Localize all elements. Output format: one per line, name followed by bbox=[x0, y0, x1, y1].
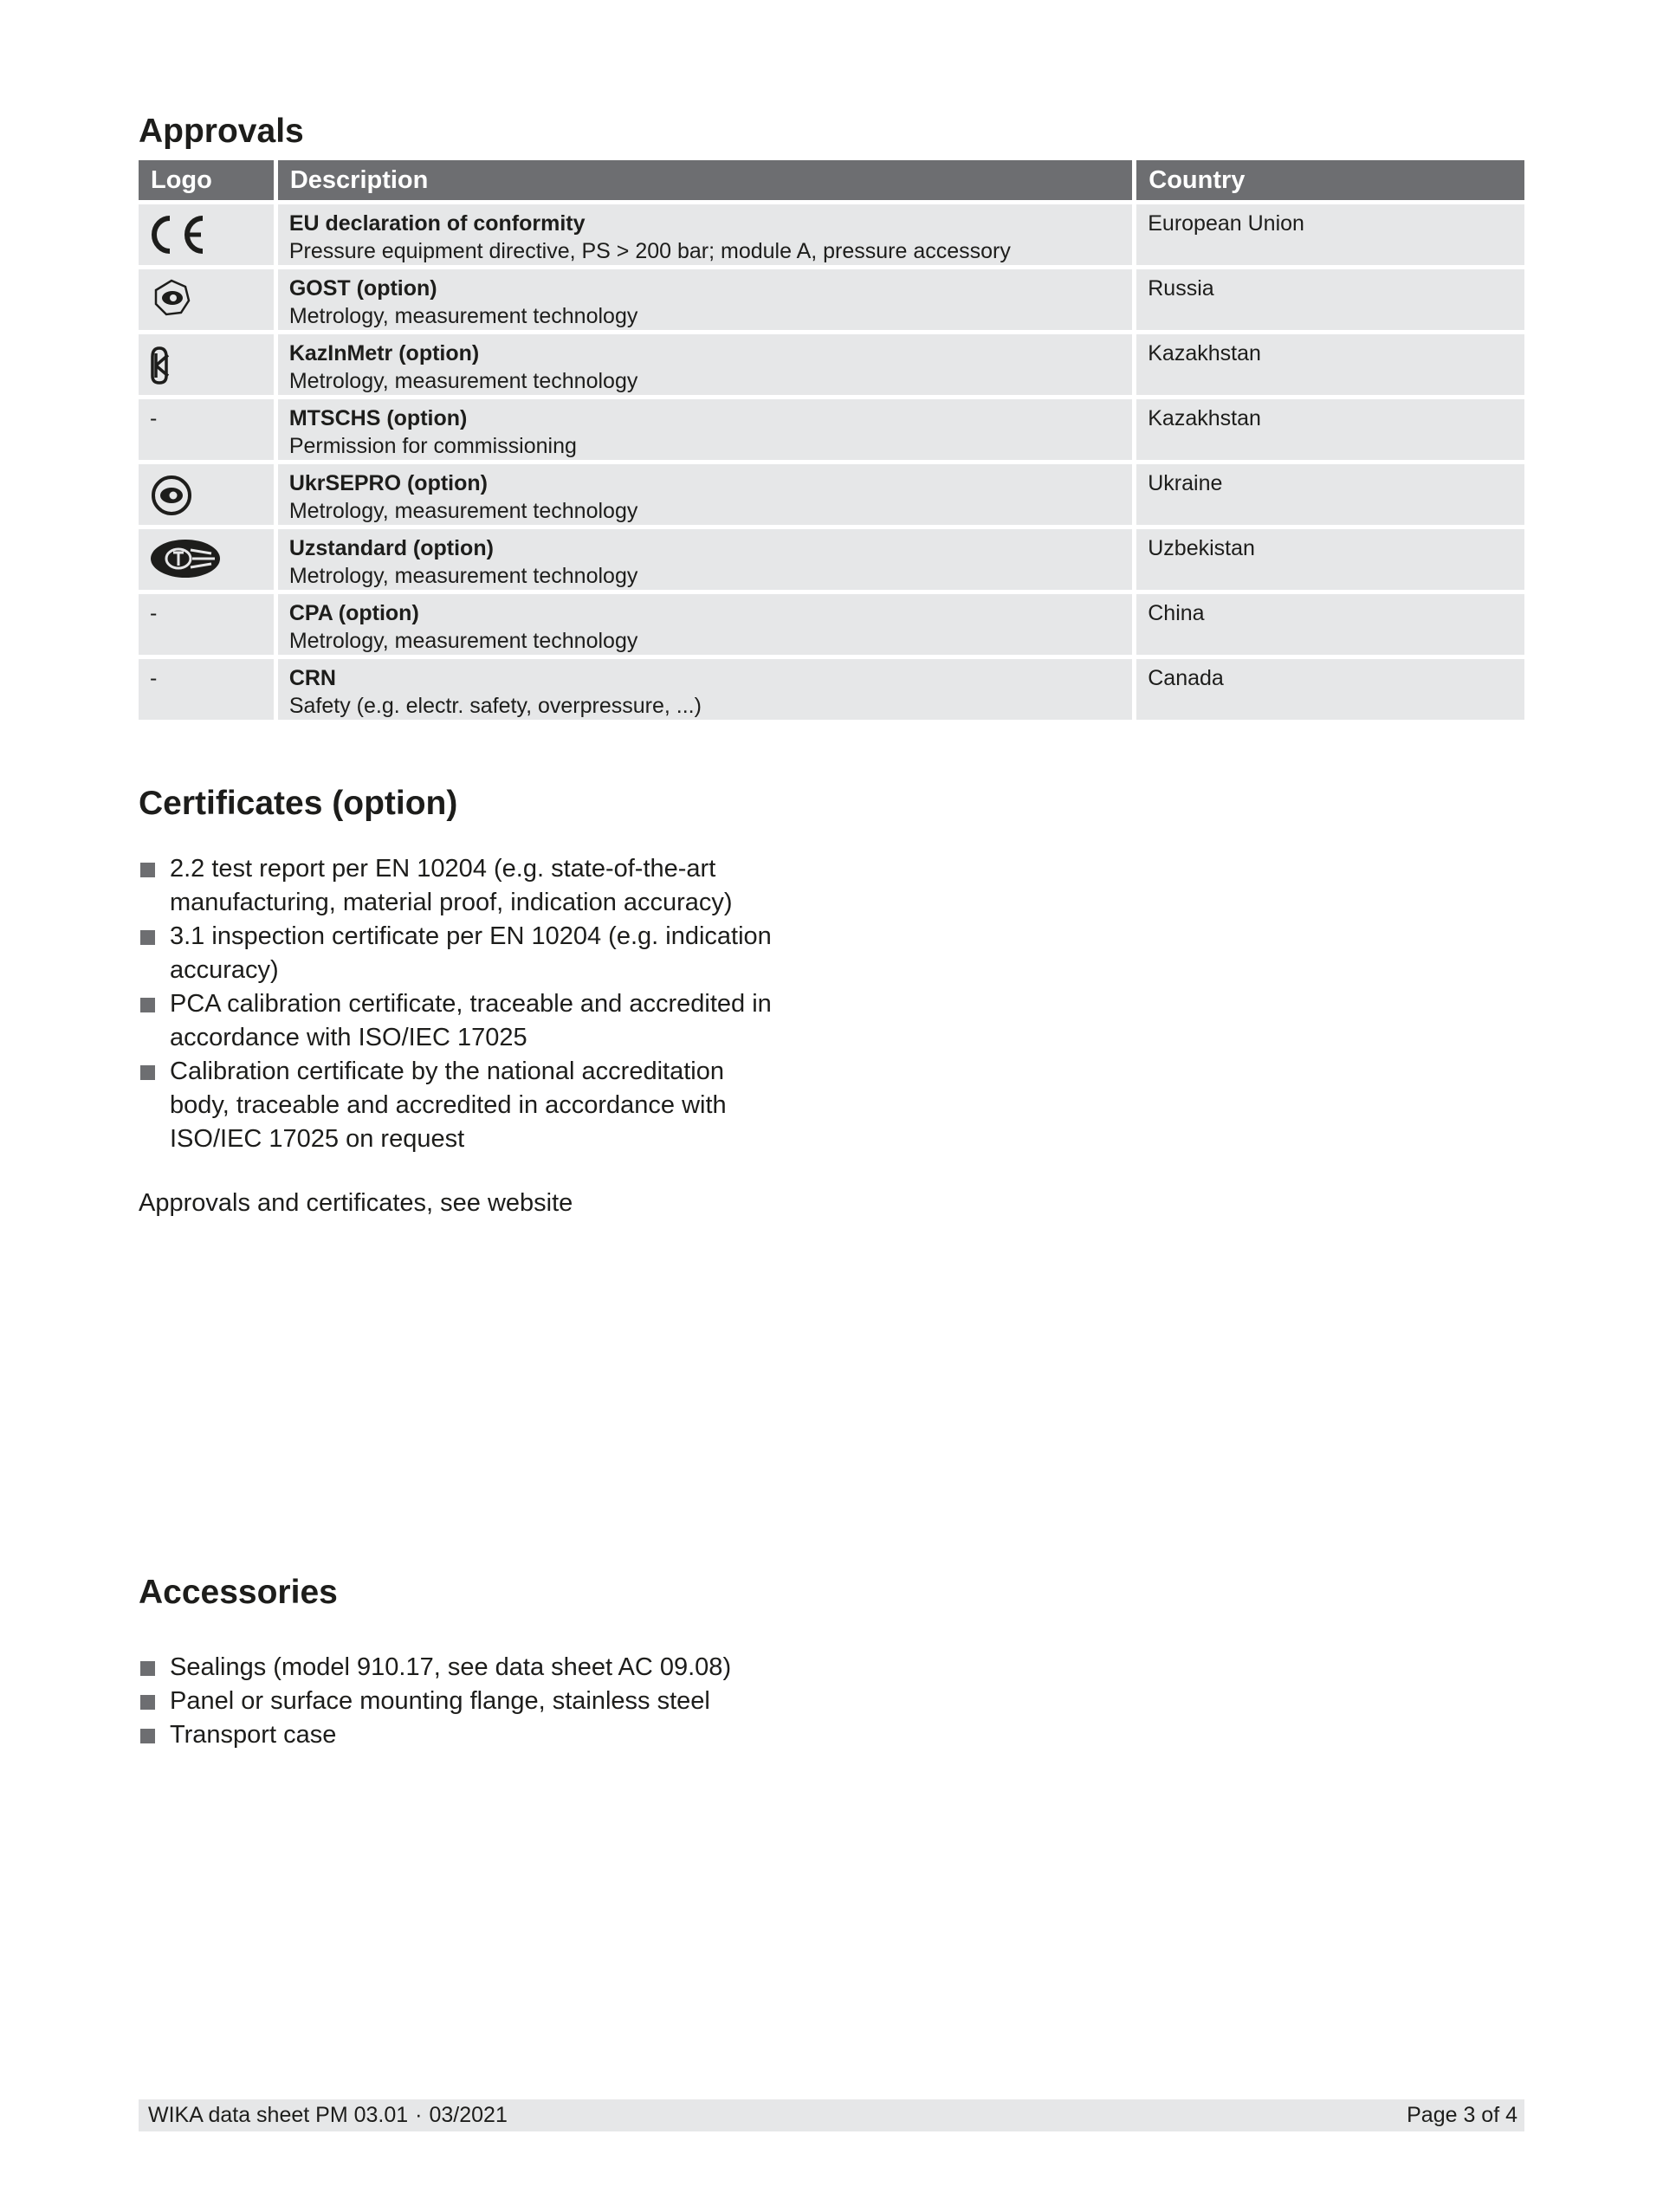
uzstandard-mark-icon bbox=[144, 529, 227, 590]
table-row bbox=[139, 460, 1524, 525]
list-item: 3.1 inspection certificate per EN 10204 (e.g. indication accuracy) bbox=[139, 920, 772, 987]
footer-separator: · bbox=[415, 2103, 423, 2127]
description-cell bbox=[278, 200, 1136, 265]
no-logo-dash: - bbox=[150, 666, 158, 690]
approval-title: MTSCHS (option) bbox=[288, 406, 468, 430]
approval-title: GOST (option) bbox=[288, 276, 437, 301]
logo-cell bbox=[139, 330, 278, 395]
approvals-heading: Approvals bbox=[139, 113, 304, 150]
approval-title: EU declaration of conformity bbox=[288, 211, 586, 236]
approval-subtitle: Permission for commissioning bbox=[288, 434, 577, 458]
accessories-list bbox=[139, 1651, 731, 1752]
table-row bbox=[139, 525, 1524, 590]
description-cell bbox=[278, 655, 1136, 720]
logo-cell bbox=[139, 525, 278, 590]
description-cell bbox=[278, 265, 1136, 330]
country-cell: Kazakhstan bbox=[1136, 395, 1524, 460]
approvals-website-note: Approvals and certificates, see website bbox=[139, 1189, 573, 1217]
country-cell: Russia bbox=[1136, 265, 1524, 330]
country-cell: China bbox=[1136, 590, 1524, 655]
table-row bbox=[139, 395, 1524, 460]
footer-date: 03/2021 bbox=[429, 2103, 508, 2127]
logo-cell bbox=[139, 200, 278, 265]
logo-cell bbox=[139, 655, 278, 720]
approval-subtitle: Metrology, measurement technology bbox=[288, 564, 638, 588]
description-cell bbox=[278, 460, 1136, 525]
list-item: 2.2 test report per EN 10204 (e.g. state-of-the-art manufacturing, material proof, indication accuracy) bbox=[139, 852, 772, 920]
table-row bbox=[139, 655, 1524, 720]
approval-subtitle: Metrology, measurement technology bbox=[288, 499, 638, 523]
page-footer bbox=[139, 2099, 1524, 2131]
accessories-heading: Accessories bbox=[139, 1574, 338, 1611]
description-cell bbox=[278, 330, 1136, 395]
logo-cell bbox=[139, 460, 278, 525]
approval-subtitle: Pressure equipment directive, PS > 200 bar; module A, pressure accessory bbox=[288, 239, 1011, 263]
footer-page-number: Page 3 of 4 bbox=[1407, 2103, 1517, 2127]
description-cell bbox=[278, 395, 1136, 460]
list-item: Panel or surface mounting flange, stainless steel bbox=[139, 1685, 731, 1718]
approvals-table bbox=[139, 160, 1524, 720]
kazinmetr-mark-icon bbox=[144, 334, 213, 395]
table-row bbox=[139, 265, 1524, 330]
table-row bbox=[139, 200, 1524, 265]
approval-title: CPA (option) bbox=[288, 601, 419, 625]
country-cell: Kazakhstan bbox=[1136, 330, 1524, 395]
column-header-country: Country bbox=[1136, 160, 1524, 200]
gost-mark-icon bbox=[144, 269, 213, 330]
column-header-description: Description bbox=[278, 160, 1136, 200]
approval-title: CRN bbox=[288, 666, 336, 690]
no-logo-dash: - bbox=[150, 406, 158, 430]
table-row bbox=[139, 330, 1524, 395]
approval-title: KazInMetr (option) bbox=[288, 341, 480, 365]
table-row bbox=[139, 590, 1524, 655]
list-item: Sealings (model 910.17, see data sheet AC 09.08) bbox=[139, 1651, 731, 1685]
list-item: Transport case bbox=[139, 1718, 731, 1752]
approval-subtitle: Metrology, measurement technology bbox=[288, 629, 638, 653]
list-item: Calibration certificate by the national accreditation body, traceable and accredited in accordance with ISO/IEC 17025 on request bbox=[139, 1055, 772, 1156]
ukrsepro-mark-icon bbox=[144, 464, 213, 525]
ce-mark-icon bbox=[144, 204, 213, 265]
column-header-logo: Logo bbox=[139, 160, 278, 200]
approval-title: Uzstandard (option) bbox=[288, 536, 494, 560]
approval-title: UkrSEPRO (option) bbox=[288, 471, 488, 495]
list-item: PCA calibration certificate, traceable and accredited in accordance with ISO/IEC 17025 bbox=[139, 987, 772, 1055]
logo-cell bbox=[139, 590, 278, 655]
country-cell: Uzbekistan bbox=[1136, 525, 1524, 590]
footer-document-id: WIKA data sheet PM 03.01 bbox=[148, 2103, 409, 2127]
approval-subtitle: Metrology, measurement technology bbox=[288, 304, 638, 328]
country-cell: Canada bbox=[1136, 655, 1524, 720]
logo-cell bbox=[139, 395, 278, 460]
certificates-heading: Certificates (option) bbox=[139, 785, 458, 822]
country-cell: European Union bbox=[1136, 200, 1524, 265]
table-header-row bbox=[139, 160, 1524, 200]
country-cell: Ukraine bbox=[1136, 460, 1524, 525]
logo-cell bbox=[139, 265, 278, 330]
description-cell bbox=[278, 525, 1136, 590]
approval-subtitle: Safety (e.g. electr. safety, overpressure, ...) bbox=[288, 694, 702, 718]
certificates-list bbox=[139, 852, 772, 1156]
approval-subtitle: Metrology, measurement technology bbox=[288, 369, 638, 393]
description-cell bbox=[278, 590, 1136, 655]
no-logo-dash: - bbox=[150, 601, 158, 625]
